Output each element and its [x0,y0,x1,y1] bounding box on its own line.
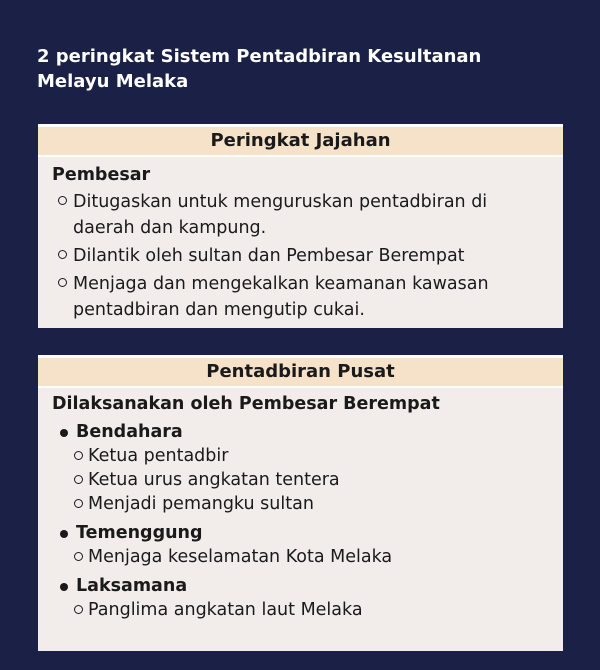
role-name: Bendahara [58,421,549,444]
role-name: Laksamana [58,575,549,598]
list-item: Ketua pentadbir [74,444,549,468]
role-laksamana [52,575,549,622]
pembesar-duty-list [58,189,549,323]
role-temenggung [52,522,549,569]
list-item: Ketua urus angkatan tentera [74,468,549,492]
card-body-jajahan [38,157,563,323]
section-label-pembesar: Pembesar [52,165,151,185]
role-name: Temenggung [58,522,549,545]
card-pentadbiran-pusat [38,355,563,651]
duty-list [74,444,549,516]
page-title: 2 peringkat Sistem Pentadbiran Kesultanan Melayu Melaka [37,46,482,92]
card-peringkat-jajahan [38,124,563,328]
list-item: Menjaga dan mengekalkan keamanan kawasan pentadbiran dan mengutip cukai. [58,271,549,323]
card-header-jajahan: Peringkat Jajahan [38,127,563,157]
list-item: Ditugaskan untuk menguruskan pentadbiran di daerah dan kampung. [58,189,549,241]
list-item: Menjaga keselamatan Kota Melaka [74,545,549,569]
list-item: Menjadi pemangku sultan [74,492,549,516]
list-item: Dilantik oleh sultan dan Pembesar Berempat [58,243,549,269]
role-list [52,421,549,622]
card-header-pusat: Pentadbiran Pusat [38,358,563,388]
duty-list [74,598,549,622]
card-body-pusat [38,388,563,622]
section-label-pembesar-berempat: Dilaksanakan oleh Pembesar Berempat [52,394,440,414]
role-bendahara [52,421,549,516]
duty-list [74,545,549,569]
list-item: Panglima angkatan laut Melaka [74,598,549,622]
